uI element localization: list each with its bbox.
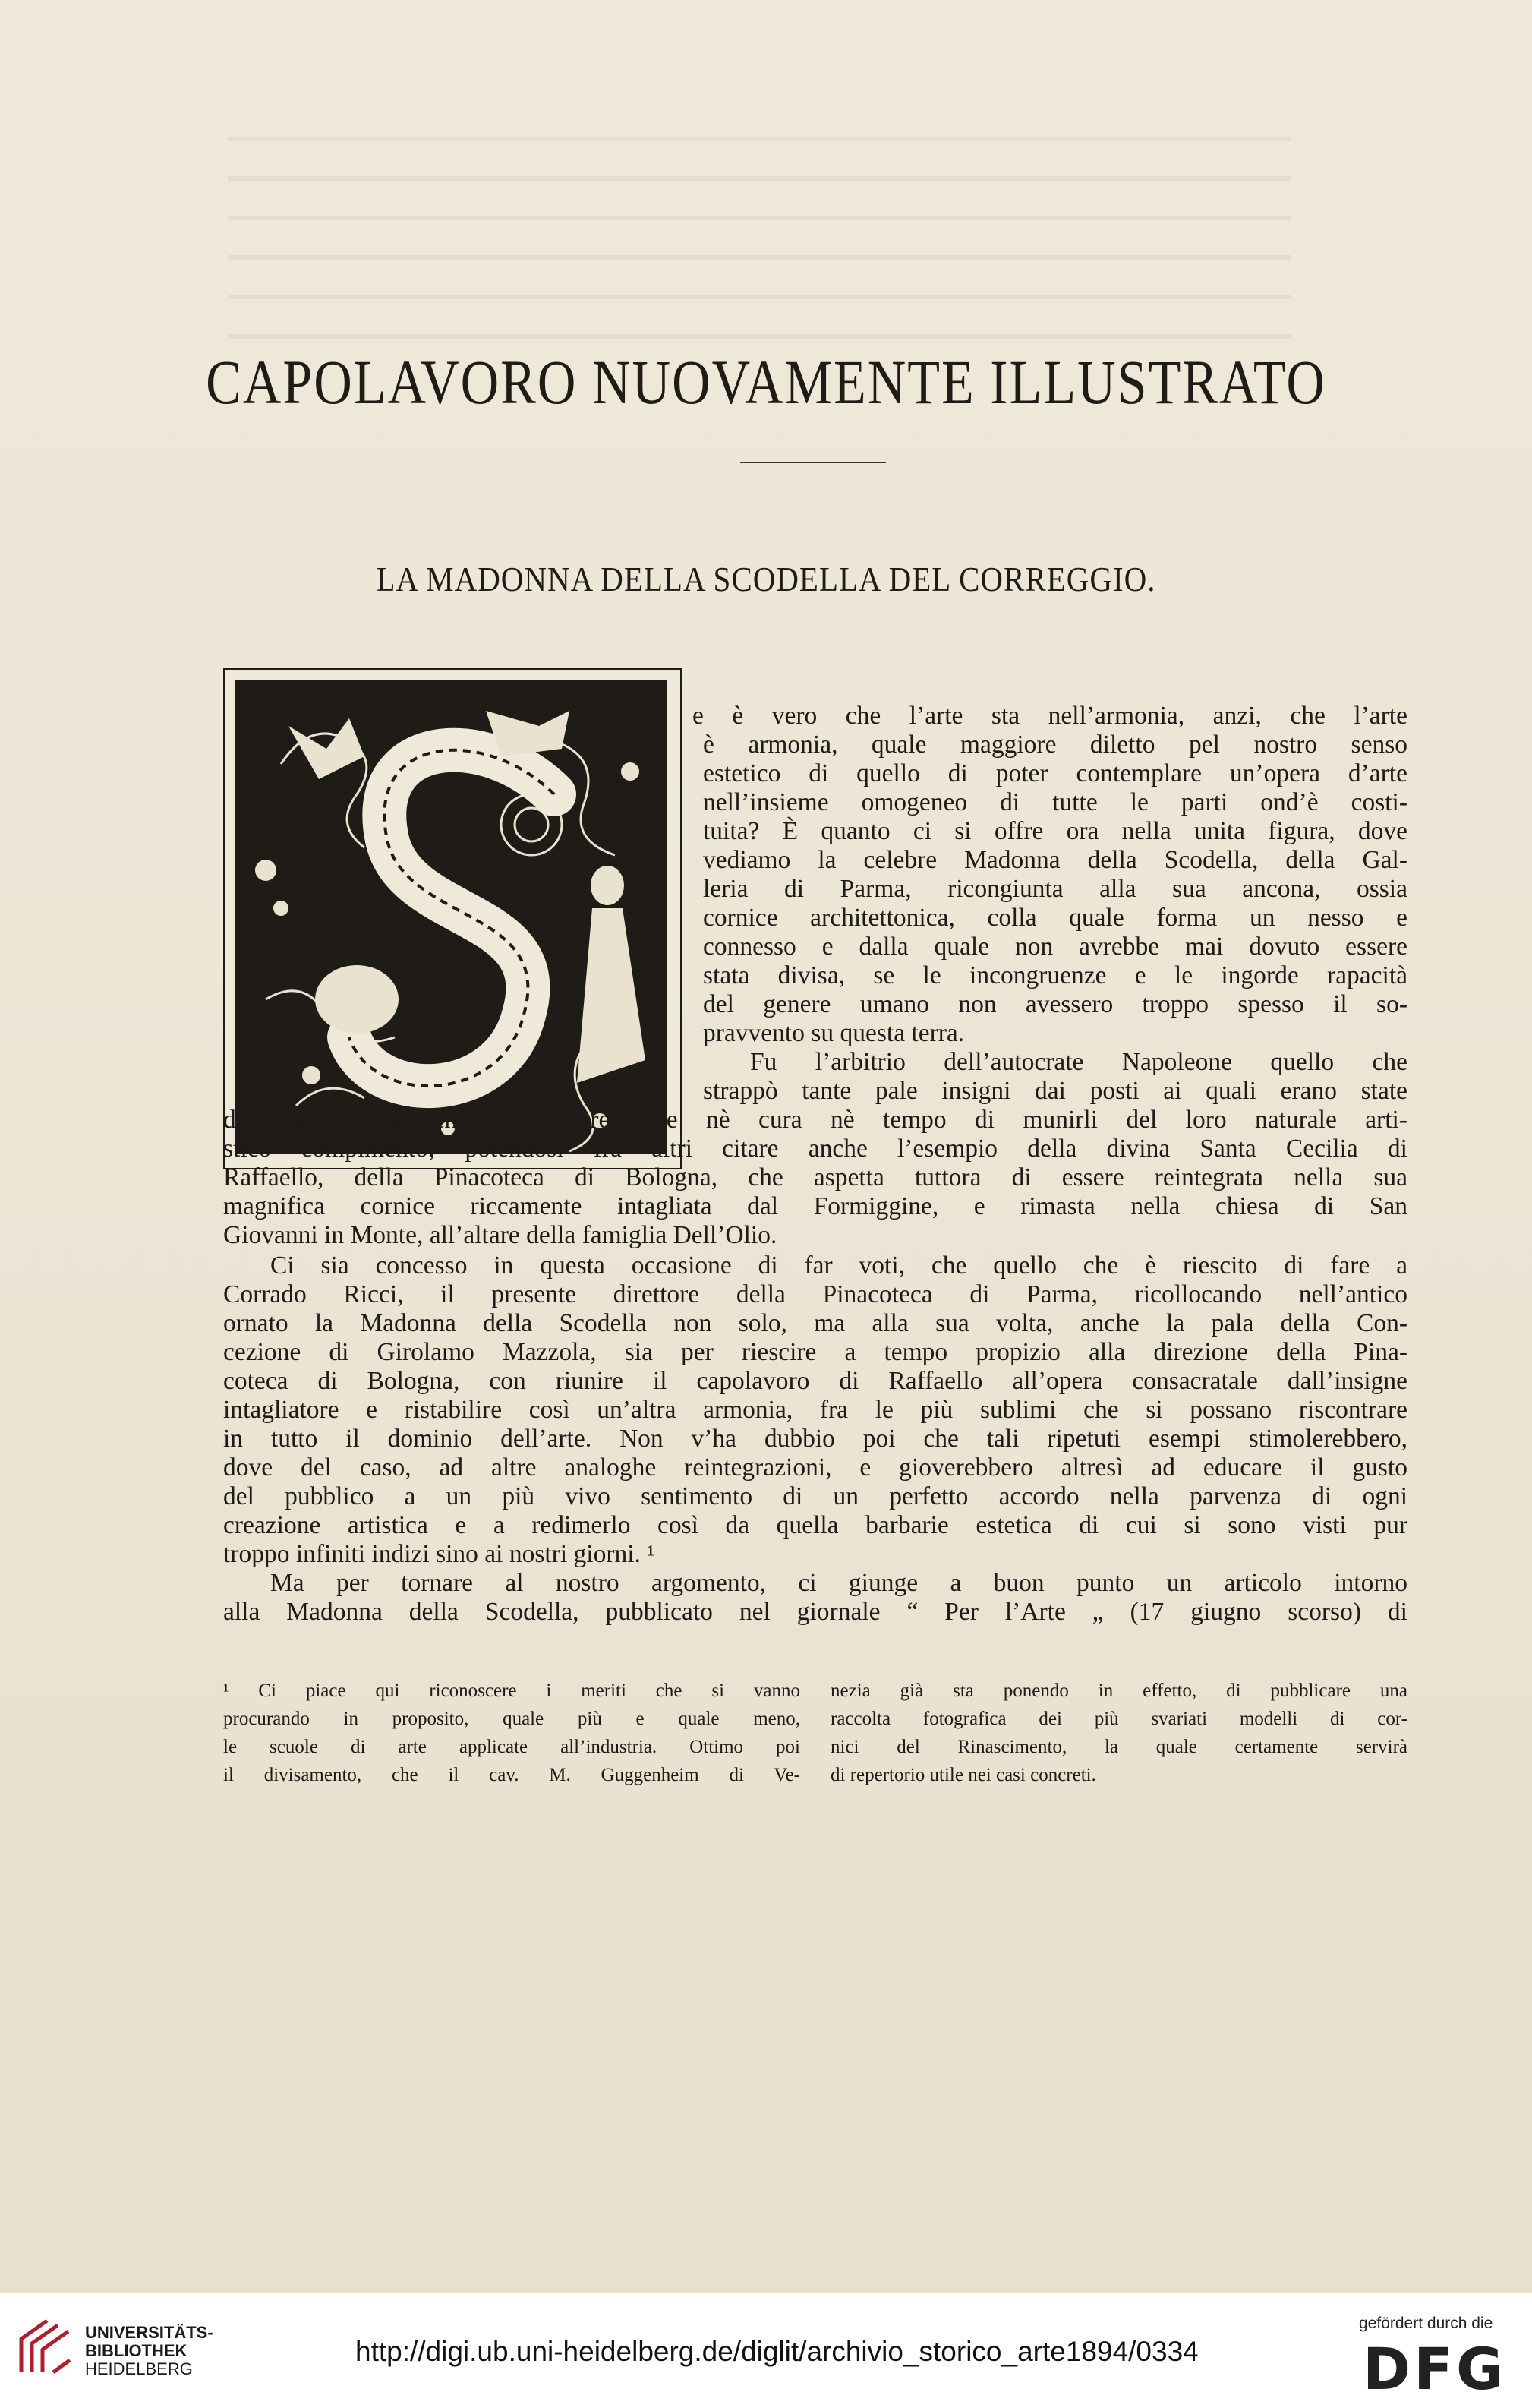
university-library-logo-icon[interactable] bbox=[17, 2316, 74, 2377]
footnote-line: nici del Rinascimento, la quale certamente servirà bbox=[831, 1737, 1407, 1757]
body-line: dove del caso, ad altre analoghe reintegrazioni, e gioverebbero altresì ad educare il gusto bbox=[223, 1453, 1407, 1482]
body-line: leria di Parma, ricongiunta alla sua ancona, ossia bbox=[703, 875, 1407, 903]
body-line: è armonia, quale maggiore diletto pel nostro senso bbox=[703, 731, 1407, 759]
footnote-line: nezia già sta ponendo in effetto, di pubblicare una bbox=[831, 1681, 1407, 1701]
body-line: creazione artistica e a redimerlo così da quella barbarie estetica di cui si sono visti pur bbox=[223, 1511, 1407, 1539]
permalink-url[interactable]: http://digi.ub.uni-heidelberg.de/diglit/archivio_storico_arte1894/0334 bbox=[355, 2336, 1199, 2367]
ornamental-initial-illustration bbox=[235, 680, 667, 1154]
library-name-line: BIBLIOTHEK bbox=[85, 2341, 188, 2360]
body-line: vediamo la celebre Madonna della Scodella, della Gal- bbox=[703, 846, 1407, 874]
footnote-line: di repertorio utile nei casi concreti. bbox=[831, 1765, 1096, 1785]
body-line: del pubblico a un più vivo sentimento di un perfetto accordo nella parvenza di ogni bbox=[223, 1482, 1407, 1510]
body-line: in tutto il dominio dell’arte. Non v’ha dubbio poi che tali ripetuti esempi stimolerebbero, bbox=[223, 1425, 1407, 1453]
body-line: Ma per tornare al nostro argomento, ci giunge a buon punto un articolo intorno bbox=[270, 1569, 1407, 1597]
body-line: estetico di quello di poter contemplare un’opera d’arte bbox=[703, 759, 1407, 787]
body-line: magnifica cornice riccamente intagliata dal Formiggine, e rimasta nella chiesa di San bbox=[223, 1192, 1407, 1220]
body-line: cezione di Girolamo Mazzola, sia per riescire a tempo propizio alla direzione della Pina- bbox=[223, 1338, 1407, 1366]
body-line: destinate, senza ch’egli si prendesse nè cura nè tempo di munirli del loro naturale arti- bbox=[223, 1106, 1407, 1134]
body-line: Corrado Ricci, il presente direttore della Pinacoteca di Parma, ricollocando nell’antico bbox=[223, 1280, 1407, 1308]
digitization-footer bbox=[0, 2293, 1532, 2408]
body-line: Ci sia concesso in questa occasione di far voti, che quello che è riescito di fare a bbox=[270, 1251, 1407, 1280]
body-line: tuita? È quanto ci si offre ora nella unita figura, dove bbox=[703, 817, 1407, 845]
body-line: stico compimento; potendosi fra altri citare anche l’esempio della divina Santa Cecilia di bbox=[223, 1135, 1407, 1163]
body-line: del genere umano non avessero troppo spesso il so- bbox=[703, 990, 1407, 1018]
body-line: Raffaello, della Pinacoteca di Bologna, che aspetta tuttora di essere reintegrata nella sua bbox=[223, 1163, 1407, 1191]
footnote-line: ¹ Ci piace qui riconoscere i meriti che si vanno bbox=[223, 1681, 800, 1701]
body-line: Giovanni in Monte, all’altare della famiglia Dell’Olio. bbox=[223, 1221, 777, 1249]
body-line: cornice architettonica, colla quale forma un nesso e bbox=[703, 904, 1407, 932]
body-line: connesso e dalla quale non avrebbe mai dovuto essere bbox=[703, 933, 1407, 961]
dfg-logo[interactable]: DFG bbox=[1363, 2335, 1507, 2403]
funding-caption: gefördert durch die bbox=[1359, 2315, 1493, 2332]
body-line: strappò tante pale insigni dai posti ai quali erano state bbox=[703, 1077, 1407, 1105]
library-name-line: HEIDELBERG bbox=[85, 2359, 193, 2378]
footnote-line: procurando in proposito, quale più e quale meno, bbox=[223, 1709, 800, 1729]
footnote-line: raccolta fotografica dei più svariati modelli di cor- bbox=[831, 1709, 1407, 1729]
decorated-initial-s bbox=[223, 668, 682, 1169]
body-line: coteca di Bologna, con riunire il capolavoro di Raffaello all’opera consacratale dall’insigne bbox=[223, 1367, 1407, 1395]
title-divider bbox=[740, 462, 886, 463]
footnote-line: le scuole di arte applicate all’industria. Ottimo poi bbox=[223, 1737, 800, 1757]
show-through-bleed bbox=[228, 137, 1291, 365]
body-line: pravvento su questa terra. bbox=[703, 1019, 965, 1047]
article-subtitle: LA MADONNA DELLA SCODELLA DEL CORREGGIO. bbox=[376, 560, 1156, 598]
body-line: ornato la Madonna della Scodella non solo, ma alla sua volta, anche la pala della Con- bbox=[223, 1309, 1407, 1337]
body-line: stata divisa, se le incongruenze e le ingorde rapacità bbox=[703, 961, 1407, 989]
body-line: troppo infiniti indizi sino ai nostri giorni. ¹ bbox=[223, 1540, 655, 1568]
body-line: nell’insieme omogeneo di tutte le parti ond’è costi- bbox=[703, 788, 1407, 816]
library-name-line: UNIVERSITÄTS- bbox=[85, 2323, 213, 2342]
body-line: alla Madonna della Scodella, pubblicato nel giornale “ Per l’Arte „ (17 giugno scorso) di bbox=[223, 1598, 1407, 1626]
article-title: CAPOLAVORO NUOVAMENTE ILLUSTRATO bbox=[206, 349, 1326, 418]
body-line: Fu l’arbitrio dell’autocrate Napoleone quello che bbox=[750, 1048, 1407, 1076]
university-library-name[interactable] bbox=[85, 2324, 213, 2378]
footnote-line: il divisamento, che il cav. M. Guggenheim di Ve- bbox=[223, 1765, 800, 1785]
body-line: intagliatore e ristabilire così un’altra armonia, fra le più sublimi che si possano riscontrare bbox=[223, 1396, 1407, 1424]
body-line: e è vero che l’arte sta nell’armonia, anzi, che l’arte bbox=[692, 702, 1407, 730]
